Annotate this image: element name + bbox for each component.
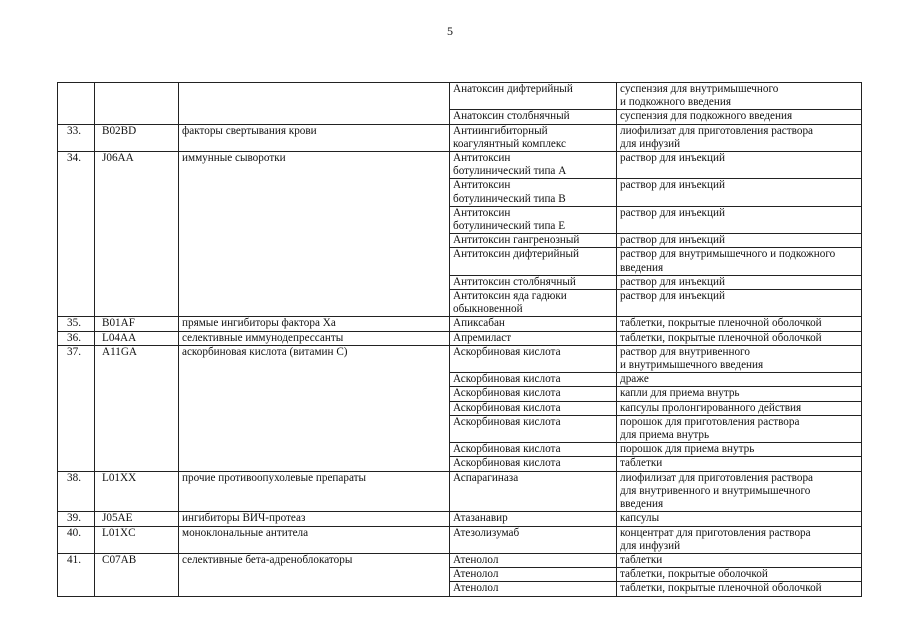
drug-name-line: Аскорбиновая кислота [453, 387, 561, 400]
dosage-form-cell [617, 248, 862, 275]
drug-name-line: Атенолол [453, 553, 499, 566]
drug-name-line: Антитоксин столбнячный [453, 275, 576, 288]
dosage-form-cell [617, 124, 862, 151]
drug-name-line: Аскорбиновая кислота [453, 345, 561, 358]
dosage-form-cell [617, 152, 862, 179]
dosage-form-line: суспензия для внутримышечного [620, 83, 779, 95]
dosage-form-cell [617, 401, 862, 415]
drug-name-cell [450, 179, 617, 206]
dosage-form-cell [617, 387, 862, 401]
drug-name-line: Аспарагиназа [453, 471, 519, 484]
drug-name-cell [450, 152, 617, 179]
dosage-form-line: таблетки [620, 457, 663, 470]
drug-name-cell [450, 512, 617, 526]
drug-name-line: Аскорбиновая кислота [453, 373, 561, 386]
drug-name-line: ботулинический типа В [453, 192, 566, 205]
drug-name-line: Атенолол [453, 582, 499, 595]
dosage-form-line: концентрат для приготовления раствора [620, 526, 811, 539]
atc-code-cell: J05AE [95, 512, 179, 526]
row-number-cell: 33. [58, 124, 95, 151]
drug-name-cell [450, 83, 617, 110]
drug-name-line: ботулинический типа Е [453, 220, 566, 233]
drug-name-line: Атенолол [453, 568, 499, 581]
dosage-form-cell [617, 443, 862, 457]
pharm-group-cell: аскорбиновая кислота (витамин С) [179, 345, 450, 471]
dosage-form-line: введения [620, 498, 664, 511]
drug-name-cell [450, 345, 617, 372]
row-number-cell: 38. [58, 471, 95, 512]
page-number: 5 [447, 24, 453, 38]
dosage-form-line: раствор для инъекций [620, 290, 725, 303]
dosage-form-cell [617, 290, 862, 317]
drug-name-line: Анатоксин дифтерийный [453, 83, 573, 95]
dosage-form-cell [617, 317, 862, 331]
dosage-form-line: раствор для инъекций [620, 206, 725, 219]
dosage-form-cell [617, 234, 862, 248]
pharm-group-cell: прямые ингибиторы фактора Ха [179, 317, 450, 331]
atc-code-cell: B01AF [95, 317, 179, 331]
pharm-group-cell: селективные иммунодепрессанты [179, 331, 450, 345]
drug-name-line: Антиингибиторный [453, 124, 548, 137]
drug-name-cell [450, 415, 617, 442]
drug-name-cell [450, 443, 617, 457]
drug-name-line: Апремиласт [453, 331, 512, 344]
row-number-cell: 36. [58, 331, 95, 345]
dosage-form-line: раствор для инъекций [620, 152, 725, 165]
atc-code-cell: B02BD [95, 124, 179, 151]
drug-name-cell [450, 526, 617, 553]
row-number-cell: 37. [58, 345, 95, 471]
dosage-form-line: раствор для инъекций [620, 234, 725, 247]
table-row [58, 345, 862, 372]
dosage-form-cell [617, 582, 862, 596]
dosage-form-line: драже [620, 373, 649, 386]
table-row [58, 124, 862, 151]
dosage-form-cell [617, 415, 862, 442]
drug-name-cell [450, 373, 617, 387]
pharm-group-cell: ингибиторы ВИЧ-протеаз [179, 512, 450, 526]
dosage-form-line: таблетки, покрытые пленочной оболочкой [620, 582, 822, 595]
dosage-form-cell [617, 512, 862, 526]
dosage-form-cell [617, 526, 862, 553]
drug-name-line: Атазанавир [453, 512, 508, 525]
dosage-form-cell [617, 179, 862, 206]
atc-code-cell: L01XX [95, 471, 179, 512]
drug-name-line: Антитоксин [453, 179, 511, 192]
drug-name-cell [450, 401, 617, 415]
drug-name-line: Аскорбиновая кислота [453, 401, 561, 414]
dosage-form-line: и внутримышечного введения [620, 359, 764, 372]
drug-name-line: Антитоксин яда гадюки [453, 290, 567, 303]
table-row [58, 152, 862, 179]
row-number-cell: 40. [58, 526, 95, 553]
drug-name-line: Аскорбиновая кислота [453, 443, 561, 456]
dosage-form-line: капли для приема внутрь [620, 387, 740, 400]
dosage-form-line: для внутривенного и внутримышечного [620, 484, 811, 497]
pharm-group-cell [179, 83, 450, 125]
drug-name-cell [450, 206, 617, 233]
dosage-form-cell [617, 553, 862, 567]
table-row [58, 553, 862, 567]
dosage-form-cell [617, 110, 862, 124]
drug-name-line: Анатоксин столбнячный [453, 110, 570, 123]
drug-name-line: коагулянтный комплекс [453, 137, 566, 150]
pharm-group-cell: селективные бета-адреноблокаторы [179, 553, 450, 596]
dosage-form-line: раствор для инъекций [620, 275, 725, 288]
drug-name-cell [450, 275, 617, 289]
atc-code-cell [95, 83, 179, 125]
drug-name-line: Аскорбиновая кислота [453, 415, 561, 428]
drug-name-line: Апиксабан [453, 317, 505, 330]
atc-code-cell: L04AA [95, 331, 179, 345]
dosage-form-line: таблетки [620, 553, 663, 566]
drug-name-line: Антитоксин [453, 206, 511, 219]
drug-name-line: Антитоксин [453, 152, 511, 165]
dosage-form-line: раствор для внутривенного [620, 345, 750, 358]
row-number-cell: 39. [58, 512, 95, 526]
atc-code-cell: J06AA [95, 152, 179, 317]
atc-code-cell: L01XC [95, 526, 179, 553]
atc-code-cell: C07AB [95, 553, 179, 596]
drug-name-line: Аскорбиновая кислота [453, 457, 561, 470]
row-number-cell [58, 83, 95, 125]
drug-name-cell [450, 582, 617, 596]
drug-name-cell [450, 234, 617, 248]
dosage-form-line: для инфузий [620, 137, 681, 150]
dosage-form-line: лиофилизат для приготовления раствора [620, 471, 813, 484]
pharm-group-cell: иммунные сыворотки [179, 152, 450, 317]
row-number-cell: 41. [58, 553, 95, 596]
atc-code-cell: A11GA [95, 345, 179, 471]
drug-name-cell [450, 110, 617, 124]
dosage-form-line: таблетки, покрытые пленочной оболочкой [620, 331, 822, 344]
dosage-form-line: суспензия для подкожного введения [620, 110, 793, 123]
drug-name-line: обыкновенной [453, 303, 523, 316]
drug-table [57, 82, 862, 597]
dosage-form-cell [617, 275, 862, 289]
drug-name-cell [450, 471, 617, 512]
dosage-form-line: раствор для внутримышечного и подкожного [620, 248, 836, 261]
dosage-form-line: для инфузий [620, 539, 681, 552]
drug-name-cell [450, 553, 617, 567]
dosage-form-line: и подкожного введения [620, 96, 732, 109]
pharm-group-cell: факторы свертывания крови [179, 124, 450, 151]
dosage-form-line: таблетки, покрытые оболочкой [620, 568, 768, 581]
drug-name-cell [450, 331, 617, 345]
drug-name-line: Антитоксин дифтерийный [453, 248, 580, 261]
dosage-form-cell [617, 568, 862, 582]
drug-name-cell [450, 317, 617, 331]
drug-name-cell [450, 568, 617, 582]
row-number-cell: 34. [58, 152, 95, 317]
table-row [58, 526, 862, 553]
table-row [58, 331, 862, 345]
drug-name-line: Антитоксин гангренозный [453, 234, 580, 247]
drug-name-line: Атезолизумаб [453, 526, 520, 539]
dosage-form-cell [617, 206, 862, 233]
table-row [58, 471, 862, 512]
dosage-form-cell [617, 345, 862, 372]
dosage-form-line: порошок для приготовления раствора [620, 415, 800, 428]
dosage-form-line: капсулы [620, 512, 660, 525]
dosage-form-cell [617, 83, 862, 110]
dosage-form-line: порошок для приема внутрь [620, 443, 755, 456]
dosage-form-cell [617, 331, 862, 345]
drug-name-cell [450, 248, 617, 275]
drug-name-cell [450, 387, 617, 401]
dosage-form-cell [617, 471, 862, 512]
pharm-group-cell: прочие противоопухолевые препараты [179, 471, 450, 512]
pharm-group-cell: моноклональные антитела [179, 526, 450, 553]
dosage-form-line: капсулы пролонгированного действия [620, 401, 802, 414]
table-row [58, 83, 862, 110]
drug-table-body [58, 83, 862, 597]
row-number-cell: 35. [58, 317, 95, 331]
drug-name-cell [450, 457, 617, 471]
drug-name-line: ботулинический типа А [453, 165, 567, 178]
dosage-form-line: введения [620, 261, 664, 274]
dosage-form-cell [617, 373, 862, 387]
drug-name-cell [450, 290, 617, 317]
table-row [58, 317, 862, 331]
dosage-form-line: раствор для инъекций [620, 179, 725, 192]
drug-name-cell [450, 124, 617, 151]
dosage-form-line: для приема внутрь [620, 429, 710, 442]
dosage-form-line: таблетки, покрытые пленочной оболочкой [620, 317, 822, 330]
dosage-form-line: лиофилизат для приготовления раствора [620, 124, 813, 137]
dosage-form-cell [617, 457, 862, 471]
table-row [58, 512, 862, 526]
